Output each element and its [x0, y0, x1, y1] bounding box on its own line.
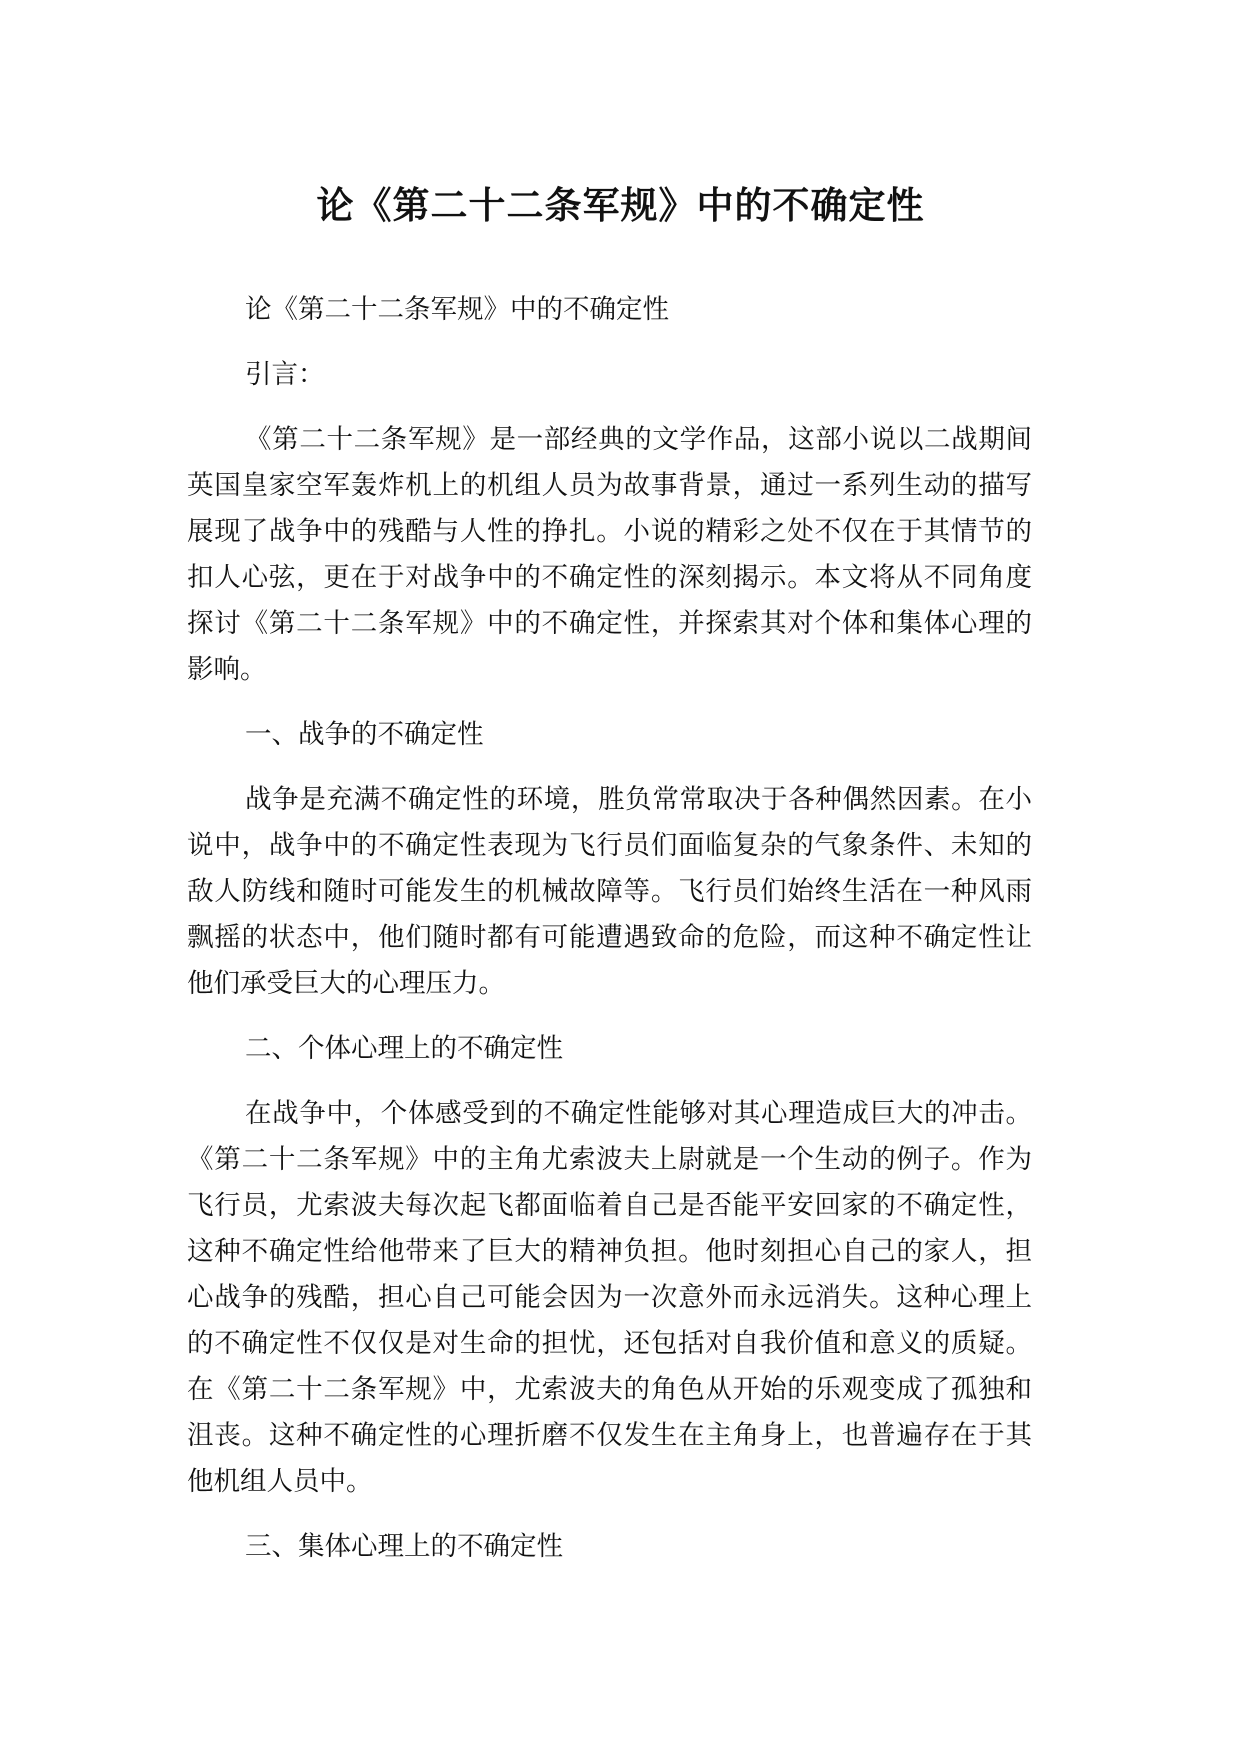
- introduction-heading: 引言：: [245, 359, 325, 390]
- individual-uncertainty-paragraph: 在战争中，个体感受到的不确定性能够对其心理造成巨大的冲击。《第二十二条军规》中的主角尤索波夫上尉就是一个生动的例子。作为飞行员，尤索波夫每次起飞都面临着自己是否能平安回家的不确定性，这种不确定性给他带来了巨大的精神负担。他时刻担心自己的家人，担心战争的残酷，担心自己可能会因为一次意外而永远消失。这种心理上的不确定性不仅仅是对生命的担忧，还包括对自我价值和意义的质疑。在《第二十二条军规》中，尤索波夫的角色从开始的乐观变成了孤独和沮丧。这种不确定性的心理折磨不仅发生在主角身上，也普遍存在于其他机组人员中。: [187, 1098, 1032, 1497]
- section-heading-individual-uncertainty: 二、个体心理上的不确定性: [245, 1033, 563, 1064]
- document-body: [187, 287, 1032, 1589]
- introduction-paragraph: 《第二十二条军规》是一部经典的文学作品，这部小说以二战期间英国皇家空军轰炸机上的机组人员为故事背景，通过一系列生动的描写展现了战争中的残酷与人性的挣扎。小说的精彩之处不仅在于其情节的扣人心弦，更在于对战争中的不确定性的深刻揭示。本文将从不同角度探讨《第二十二条军规》中的不确定性，并探索其对个体和集体心理的影响。: [187, 424, 1032, 685]
- subtitle-paragraph: 论《第二十二条军规》中的不确定性: [245, 294, 669, 325]
- section-heading-collective-uncertainty: 三、集体心理上的不确定性: [245, 1531, 563, 1562]
- document-title: 论《第二十二条军规》中的不确定性: [316, 184, 925, 227]
- war-uncertainty-paragraph: 战争是充满不确定性的环境，胜负常常取决于各种偶然因素。在小说中，战争中的不确定性表现为飞行员们面临复杂的气象条件、未知的敌人防线和随时可能发生的机械故障等。飞行员们始终生活在一种风雨飘摇的状态中，他们随时都有可能遭遇致命的危险，而这种不确定性让他们承受巨大的心理压力。: [187, 784, 1032, 999]
- section-heading-war-uncertainty: 一、战争的不确定性: [245, 719, 484, 750]
